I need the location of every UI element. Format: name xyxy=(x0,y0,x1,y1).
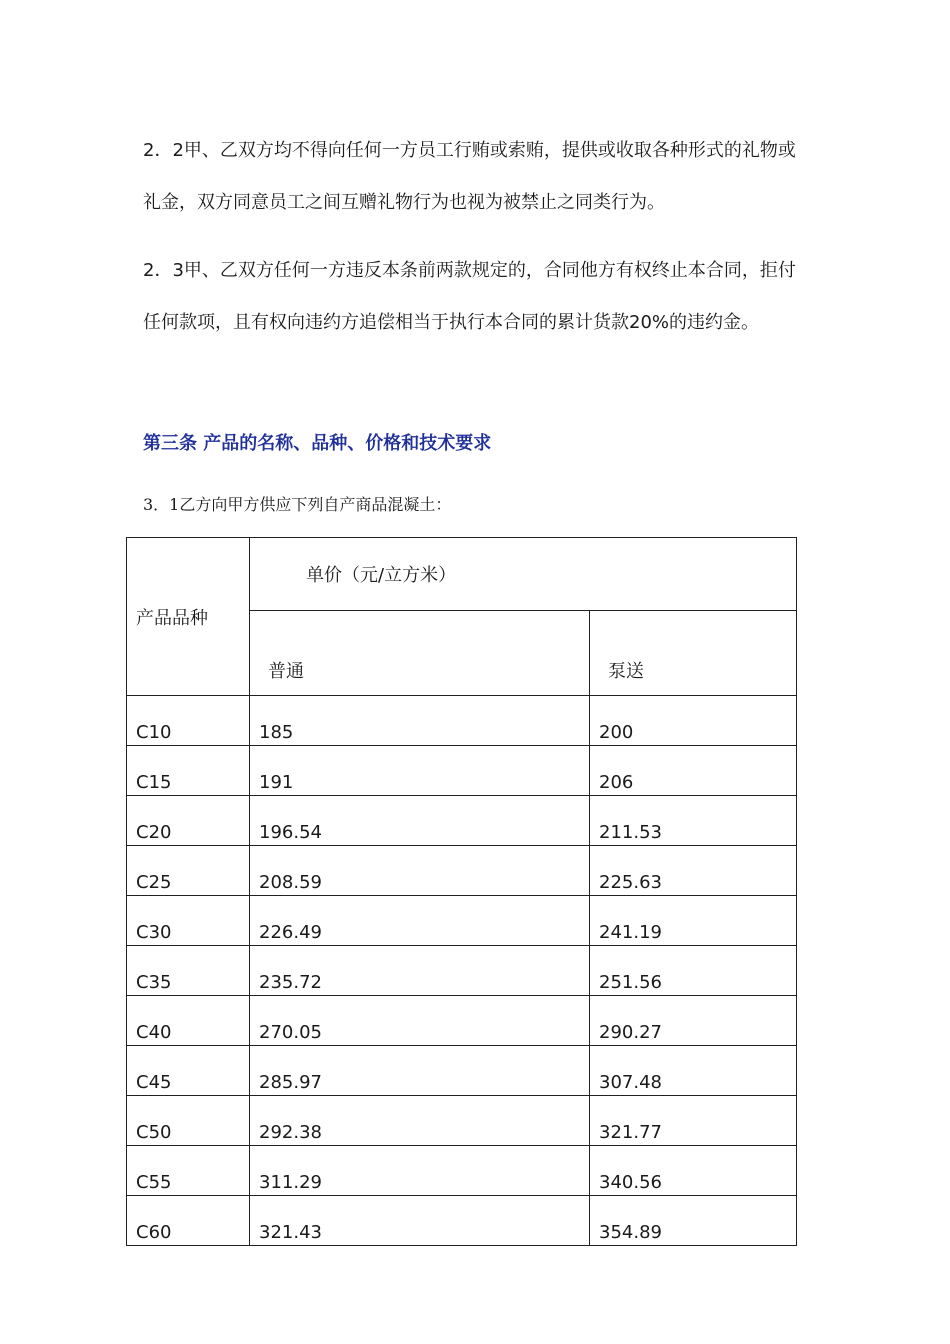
cell-normal-price: 185 xyxy=(250,696,590,746)
clause-2-2-paragraph: 2．2甲、乙双方均不得向任何一方员工行贿或索贿，提供或收取各种形式的礼物或礼金，双方同意员工之间互赠礼物行为也视为被禁止之同类行为。 xyxy=(143,140,796,213)
header-unit-price: 单价（元/立方米） xyxy=(250,538,797,611)
cell-normal-price: 196.54 xyxy=(250,796,590,846)
table-row xyxy=(127,696,797,746)
cell-grade: C20 xyxy=(127,796,250,846)
cell-pumped-price: 340.56 xyxy=(590,1146,797,1196)
table-row xyxy=(127,1146,797,1196)
cell-pumped-price: 290.27 xyxy=(590,996,797,1046)
concrete-price-table xyxy=(126,537,797,1246)
header-pumped: 泵送 xyxy=(590,611,797,696)
table-row xyxy=(127,1096,797,1146)
cell-grade: C60 xyxy=(127,1196,250,1246)
cell-grade: C50 xyxy=(127,1096,250,1146)
clause-3-1-intro: 3．1乙方向甲方供应下列自产商品混凝土： xyxy=(143,495,452,514)
cell-pumped-price: 211.53 xyxy=(590,796,797,846)
clause-2-3-paragraph: 2．3甲、乙双方任何一方违反本条前两款规定的，合同他方有权终止本合同，拒付任何款项，且有权向违约方追偿相当于执行本合同的累计货款20%的违约金。 xyxy=(143,260,796,333)
cell-grade: C35 xyxy=(127,946,250,996)
cell-normal-price: 191 xyxy=(250,746,590,796)
cell-normal-price: 292.38 xyxy=(250,1096,590,1146)
table-row xyxy=(127,746,797,796)
cell-grade: C30 xyxy=(127,896,250,946)
cell-normal-price: 285.97 xyxy=(250,1046,590,1096)
article-three-heading: 第三条 产品的名称、品种、价格和技术要求 xyxy=(143,433,492,454)
cell-normal-price: 321.43 xyxy=(250,1196,590,1246)
cell-pumped-price: 307.48 xyxy=(590,1046,797,1096)
cell-pumped-price: 241.19 xyxy=(590,896,797,946)
table-row xyxy=(127,896,797,946)
cell-pumped-price: 251.56 xyxy=(590,946,797,996)
cell-normal-price: 235.72 xyxy=(250,946,590,996)
cell-grade: C40 xyxy=(127,996,250,1046)
table-row xyxy=(127,1196,797,1246)
cell-grade: C45 xyxy=(127,1046,250,1096)
cell-normal-price: 311.29 xyxy=(250,1146,590,1196)
header-product-variety: 产品品种 xyxy=(127,538,250,696)
cell-grade: C25 xyxy=(127,846,250,896)
table-row xyxy=(127,1046,797,1096)
cell-pumped-price: 206 xyxy=(590,746,797,796)
table-row xyxy=(127,846,797,896)
table-row xyxy=(127,996,797,1046)
cell-grade: C15 xyxy=(127,746,250,796)
cell-normal-price: 208.59 xyxy=(250,846,590,896)
cell-pumped-price: 225.63 xyxy=(590,846,797,896)
cell-pumped-price: 321.77 xyxy=(590,1096,797,1146)
table-row xyxy=(127,946,797,996)
header-normal: 普通 xyxy=(250,611,590,696)
cell-grade: C55 xyxy=(127,1146,250,1196)
cell-normal-price: 226.49 xyxy=(250,896,590,946)
cell-pumped-price: 354.89 xyxy=(590,1196,797,1246)
cell-grade: C10 xyxy=(127,696,250,746)
table-row xyxy=(127,796,797,846)
cell-normal-price: 270.05 xyxy=(250,996,590,1046)
cell-pumped-price: 200 xyxy=(590,696,797,746)
